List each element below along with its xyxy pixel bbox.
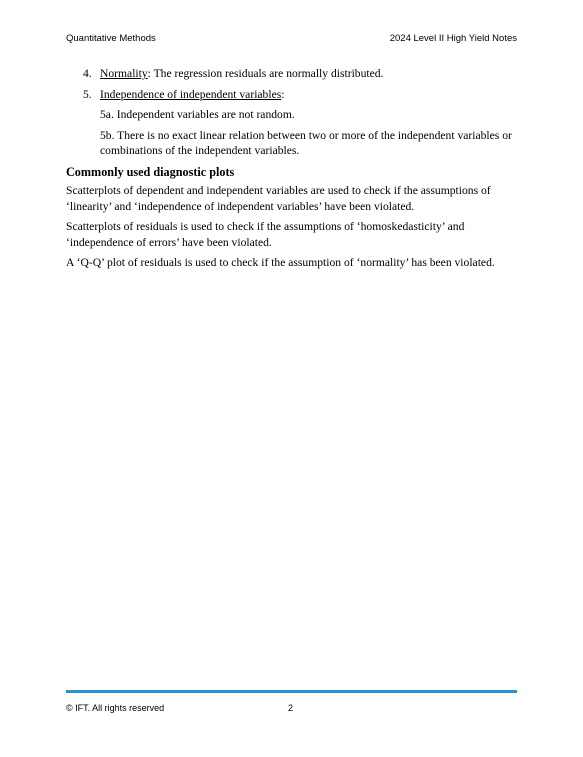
sub-item: 5b. There is no exact linear relation between two or more of the independent variables or combinations of the independent variables. xyxy=(100,128,512,157)
footer-rule xyxy=(66,690,517,693)
page-number: 2 xyxy=(288,703,294,713)
list-number: 5. xyxy=(83,87,92,101)
section-heading: Commonly used diagnostic plots xyxy=(66,164,235,179)
list-text: : The regression residuals are normally distributed. xyxy=(147,67,384,80)
sub-item: 5a. Independent variables are not random. xyxy=(100,108,295,121)
header-right-title: 2024 Level II High Yield Notes xyxy=(389,33,517,44)
list-item xyxy=(66,66,518,82)
list-term: Normality xyxy=(100,67,148,80)
list-text: : xyxy=(281,87,285,101)
list-number: 4. xyxy=(83,67,92,80)
paragraph: Scatterplots of residuals is used to check if the assumptions of ‘homoskedasticity’ and ‘independence of errors’ have been violated. xyxy=(66,220,465,249)
paragraph: Scatterplots of dependent and independent variables are used to check if the assumptions of ‘linearity’ and ‘independence of independent variables’ have been violated. xyxy=(66,184,491,213)
paragraph: A ‘Q-Q’ plot of residuals is used to check if the assumption of ‘normality’ has been violated. xyxy=(66,256,495,269)
footer-copyright: © IFT. All rights reserved xyxy=(66,703,165,713)
list-item xyxy=(66,87,518,103)
list-term: Independence of independent variables xyxy=(100,87,282,101)
header-left-title: Quantitative Methods xyxy=(66,33,156,44)
page-content xyxy=(66,66,518,276)
